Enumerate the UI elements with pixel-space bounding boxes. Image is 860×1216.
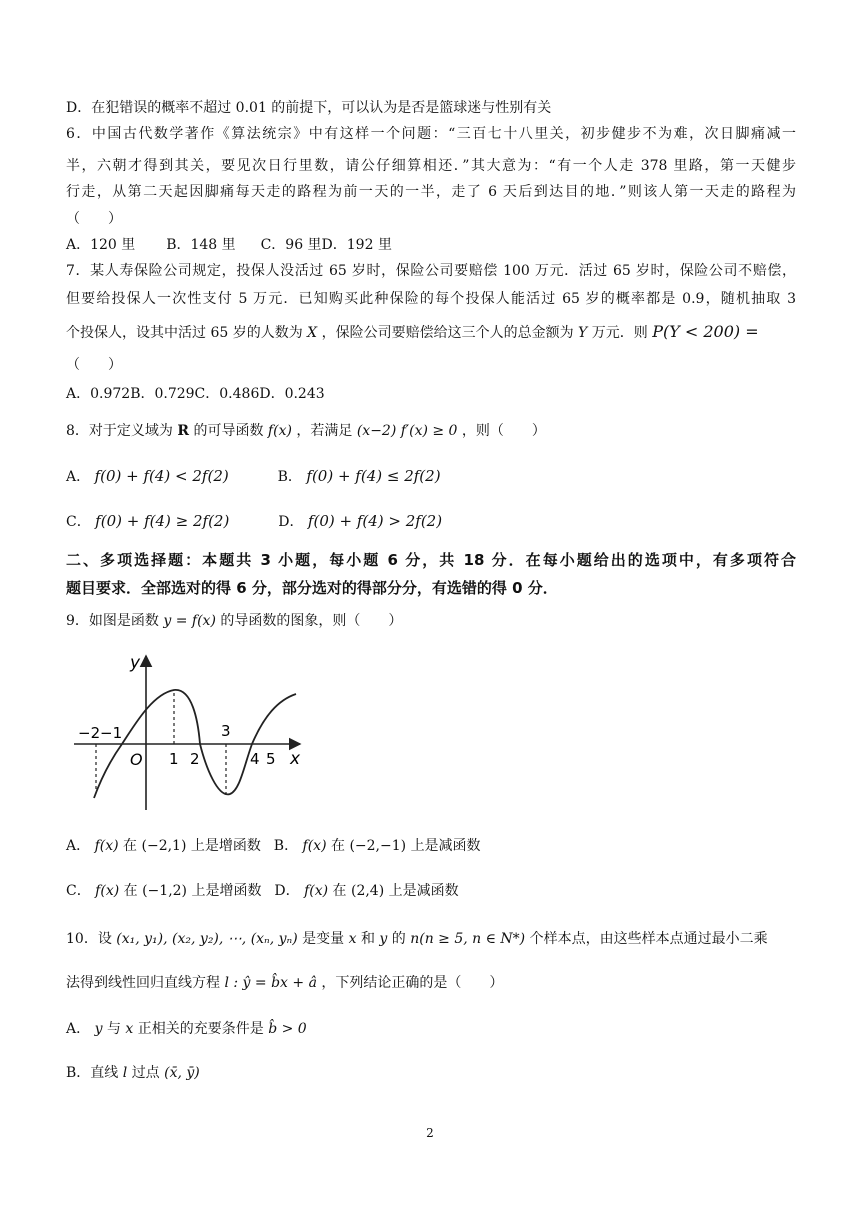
- q8-text-b: 的可导函数: [193, 423, 264, 439]
- q8-option-b-label: B．: [277, 469, 302, 485]
- q7-stem-line2: 但要给投保人一次性支付 5 万元．已知购买此种保险的每个投保人能活过 65 岁的概率都是 0.9，随机抽取 3: [66, 291, 796, 307]
- q10-option-b-text: 过点: [131, 1065, 160, 1081]
- q6-stem-line1: 6．中国古代数学著作《算法统宗》中有这样一个问题：“三百七十八里关，初步健步不为难，次日脚痛减一: [66, 126, 796, 142]
- q9-option-c-label: C．: [66, 883, 91, 899]
- q6-options: [66, 235, 796, 255]
- q10-text-a: 10．设: [66, 931, 112, 947]
- q9-option-c-func: f(x): [95, 883, 120, 899]
- tick-minus1: −1: [100, 724, 123, 742]
- tick-3: 3: [221, 722, 231, 740]
- q9-option-b-label: B．: [273, 838, 299, 854]
- q10-n-condition: n(n ≥ 5, n ∈ N*): [410, 931, 526, 947]
- q9-option-d-end: 上是减函数: [388, 883, 459, 899]
- page-number: 2: [426, 1126, 434, 1140]
- q8-set-r: R: [177, 423, 190, 439]
- y-axis-label: y: [130, 653, 141, 673]
- q10-sample-points: (x₁, y₁), (x₂, y₂), ⋯, (xₙ, yₙ): [116, 931, 298, 947]
- q5-option-d: D．在犯错误的概率不超过 0.01 的前提下，可以认为是否是篮球迷与性别有关: [66, 100, 552, 116]
- q9-option-c-end: 上是增函数: [191, 883, 262, 899]
- q10-var-y: y: [379, 931, 388, 947]
- q9-option-b-func: f(x): [302, 838, 327, 854]
- q8-option-d: f(0) + f(4) > 2f(2): [307, 512, 443, 530]
- q8-option-c: f(0) + f(4) ≥ 2f(2): [95, 512, 230, 530]
- q8-option-b: f(0) + f(4) ≤ 2f(2): [306, 467, 441, 485]
- q9-option-d-label: D．: [274, 883, 300, 899]
- q9-options-ab: [66, 836, 796, 856]
- exam-page: [66, 0, 796, 1216]
- q10-text-e: 个样本点，由这些样本点通过最小二乘: [529, 931, 768, 947]
- q9-text-b: 的导函数的图象，则（ ）: [220, 613, 403, 629]
- q7-prob-expression: P(Y < 200) =: [652, 322, 759, 341]
- q10-option-a-x: x: [125, 1021, 134, 1037]
- q7-stem-line3: [66, 322, 796, 343]
- q8-option-a: f(0) + f(4) < 2f(2): [94, 467, 229, 485]
- q8-option-d-label: D．: [278, 514, 304, 530]
- tick-minus2: −2: [78, 724, 101, 742]
- origin-label: O: [130, 750, 143, 769]
- q10-regression-equation: l : ŷ = b̂x + â: [224, 975, 317, 991]
- q10-option-a-y: y: [94, 1021, 103, 1037]
- q7-answer-paren: （ ）: [66, 357, 122, 373]
- q9-option-d-interval: (2,4): [350, 883, 385, 899]
- q10-option-b-line: l: [122, 1065, 128, 1081]
- q7-var-y: Y: [578, 325, 588, 341]
- q9-option-d-func: f(x): [304, 883, 329, 899]
- q10-line2-text-a: 法得到线性回归直线方程: [66, 975, 220, 991]
- q9-option-a-label: A．: [66, 838, 91, 854]
- q10-line2-text-b: ，下列结论正确的是（ ）: [321, 975, 504, 991]
- q7-line3-text-a: 个投保人，设其中活过 65 岁的人数为: [66, 325, 303, 341]
- q9-derivative-graph: [72, 648, 312, 812]
- q8-options-ab: [66, 466, 796, 487]
- tick-1: 1: [169, 750, 179, 768]
- q7-line3-text-b: ，保险公司要赔偿给这三个人的总金额为: [321, 325, 574, 341]
- q6-answer-paren: （ ）: [66, 211, 122, 227]
- x-axis-label: x: [290, 749, 301, 769]
- tick-2: 2: [190, 750, 200, 768]
- q9-option-b-end: 上是减函数: [410, 838, 481, 854]
- q7-options: A．0.972B．0.729C．0.486D．0.243: [66, 386, 325, 402]
- q9-option-a-mid: 在: [123, 838, 138, 854]
- q8-stem: [66, 421, 796, 441]
- q6-stem-line3: 行走，从第二天起因脚痛每天走的路程为前一天的一半，走了 6 天后到达目的地．”则该人第一天走的路程为: [66, 184, 796, 200]
- q8-text-a: 8．对于定义域为: [66, 423, 173, 439]
- q6-option-a: A．120 里: [66, 237, 136, 253]
- q7-var-x: X: [307, 325, 318, 341]
- q9-option-b-mid: 在: [331, 838, 345, 854]
- q6-stem-line2: 半，六朝才得到其关，要见次日行里数，请公仔细算相还．”其大意为：“有一个人走 378 里路，第一天健步: [66, 158, 796, 174]
- q10-stem-line2: [66, 973, 796, 993]
- q8-fx: f(x): [267, 423, 292, 439]
- q8-text-d: ，则（ ）: [461, 423, 546, 439]
- q8-option-c-label: C．: [66, 514, 91, 530]
- q9-option-b-interval: (−2,−1): [349, 838, 407, 854]
- q8-option-a-label: A．: [66, 469, 91, 485]
- q8-text-c: ，若满足: [296, 423, 353, 439]
- q10-option-b-label: B．直线: [66, 1065, 119, 1081]
- q10-var-x: x: [348, 931, 357, 947]
- q9-text-a: 9．如图是函数: [66, 613, 159, 629]
- q10-text-d: 的: [391, 931, 406, 947]
- q9-option-c-interval: (−1,2): [142, 883, 188, 899]
- q10-option-a-label: A．: [66, 1021, 91, 1037]
- q9-option-c-mid: 在: [123, 883, 138, 899]
- tick-4: 4: [250, 750, 260, 768]
- q7-line3-text-c: 万元．则: [591, 325, 648, 341]
- section2-heading-line2: 题目要求．全部选对的得 6 分，部分选对的得部分分，有选错的得 0 分．: [66, 579, 558, 597]
- q6-option-cd: C．96 里D．192 里: [260, 237, 392, 253]
- q8-condition: (x−2) f′(x) ≥ 0: [356, 423, 458, 439]
- q6-option-b: B．148 里: [166, 237, 236, 253]
- q10-option-a-condition: b̂ > 0: [268, 1021, 307, 1037]
- q9-option-a-func: f(x): [94, 838, 119, 854]
- q9-option-a-interval: (−2,1): [141, 838, 187, 854]
- q10-stem-line1: [66, 929, 796, 949]
- tick-5: 5: [266, 750, 276, 768]
- section2-heading-line1: 二、多项选择题：本题共 3 小题，每小题 6 分，共 18 分．在每小题给出的选项中，有多项符合: [66, 551, 796, 569]
- q10-text-c: 和: [360, 931, 375, 947]
- q10-option-a-yu: 与: [106, 1021, 121, 1037]
- q9-function: y = f(x): [163, 613, 216, 629]
- q8-options-cd: [66, 511, 796, 532]
- q10-option-b-point: (x̄, ȳ): [164, 1065, 200, 1081]
- q7-stem-line1: 7．某人寿保险公司规定，投保人没活过 65 岁时，保险公司要赔偿 100 万元．活过 65 岁时，保险公司不赔偿，: [66, 263, 796, 279]
- q9-options-cd: [66, 881, 796, 901]
- q9-stem: [66, 611, 796, 631]
- q10-option-a-text: 正相关的充要条件是: [137, 1021, 264, 1037]
- q10-option-b: [66, 1063, 796, 1083]
- q9-option-d-mid: 在: [332, 883, 347, 899]
- q9-option-a-end: 上是增函数: [190, 838, 261, 854]
- q10-option-a: [66, 1019, 796, 1039]
- q10-text-b: 是变量: [302, 931, 345, 947]
